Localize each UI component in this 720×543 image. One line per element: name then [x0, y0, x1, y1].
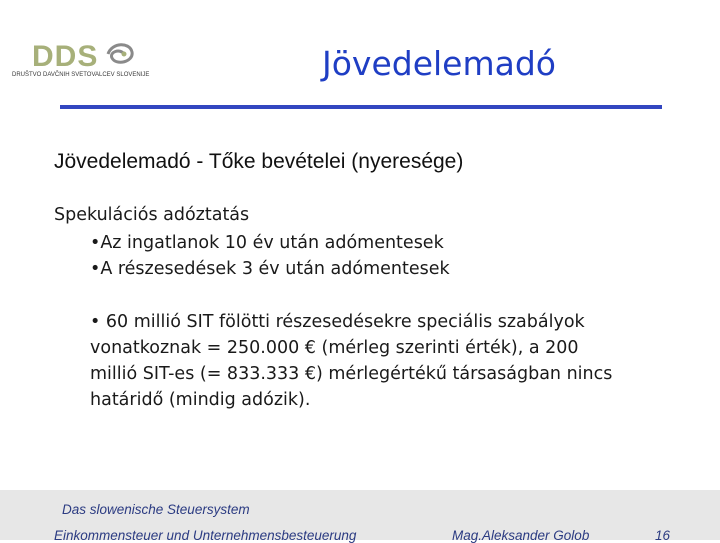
slide-title: Jövedelemadó	[322, 44, 556, 83]
slide-subtitle: Jövedelemadó - Tőke bevételei (nyeresége)	[54, 150, 464, 173]
footer	[0, 490, 720, 543]
footer-author: Mag.Aleksander Golob	[452, 528, 590, 543]
footer-course: Das slowenische Steuersystem	[62, 502, 250, 517]
logo-mark	[18, 24, 138, 73]
paragraph-line: • 60 millió SIT fölötti részesedésekre speciális szabályok	[90, 312, 585, 332]
bullet-item: •Az ingatlanok 10 év után adómentesek	[90, 233, 444, 253]
paragraph-line: vonatkoznak = 250.000 € (mérleg szerinti érték), a 200	[90, 338, 579, 358]
logo-text: DDS	[32, 40, 99, 73]
title-divider	[60, 105, 662, 109]
paragraph-line: millió SIT-es (= 833.333 €) mérlegértékű társaságban nincs	[90, 364, 613, 384]
section-heading: Spekulációs adóztatás	[54, 205, 250, 225]
footer-topic: Einkommensteuer und Unternehmensbesteuerung	[54, 528, 357, 543]
paragraph-line: határidő (mindig adózik).	[90, 390, 311, 410]
bullet-item: •A részesedések 3 év után adómentesek	[90, 259, 450, 279]
page-number: 16	[655, 528, 671, 543]
logo-caption: DRUŠTVO DAVČNIH SVETOVALCEV SLOVENIJE	[12, 72, 150, 78]
logo-swirl-icon	[104, 40, 136, 68]
logo	[8, 14, 158, 84]
paragraph	[90, 309, 612, 413]
